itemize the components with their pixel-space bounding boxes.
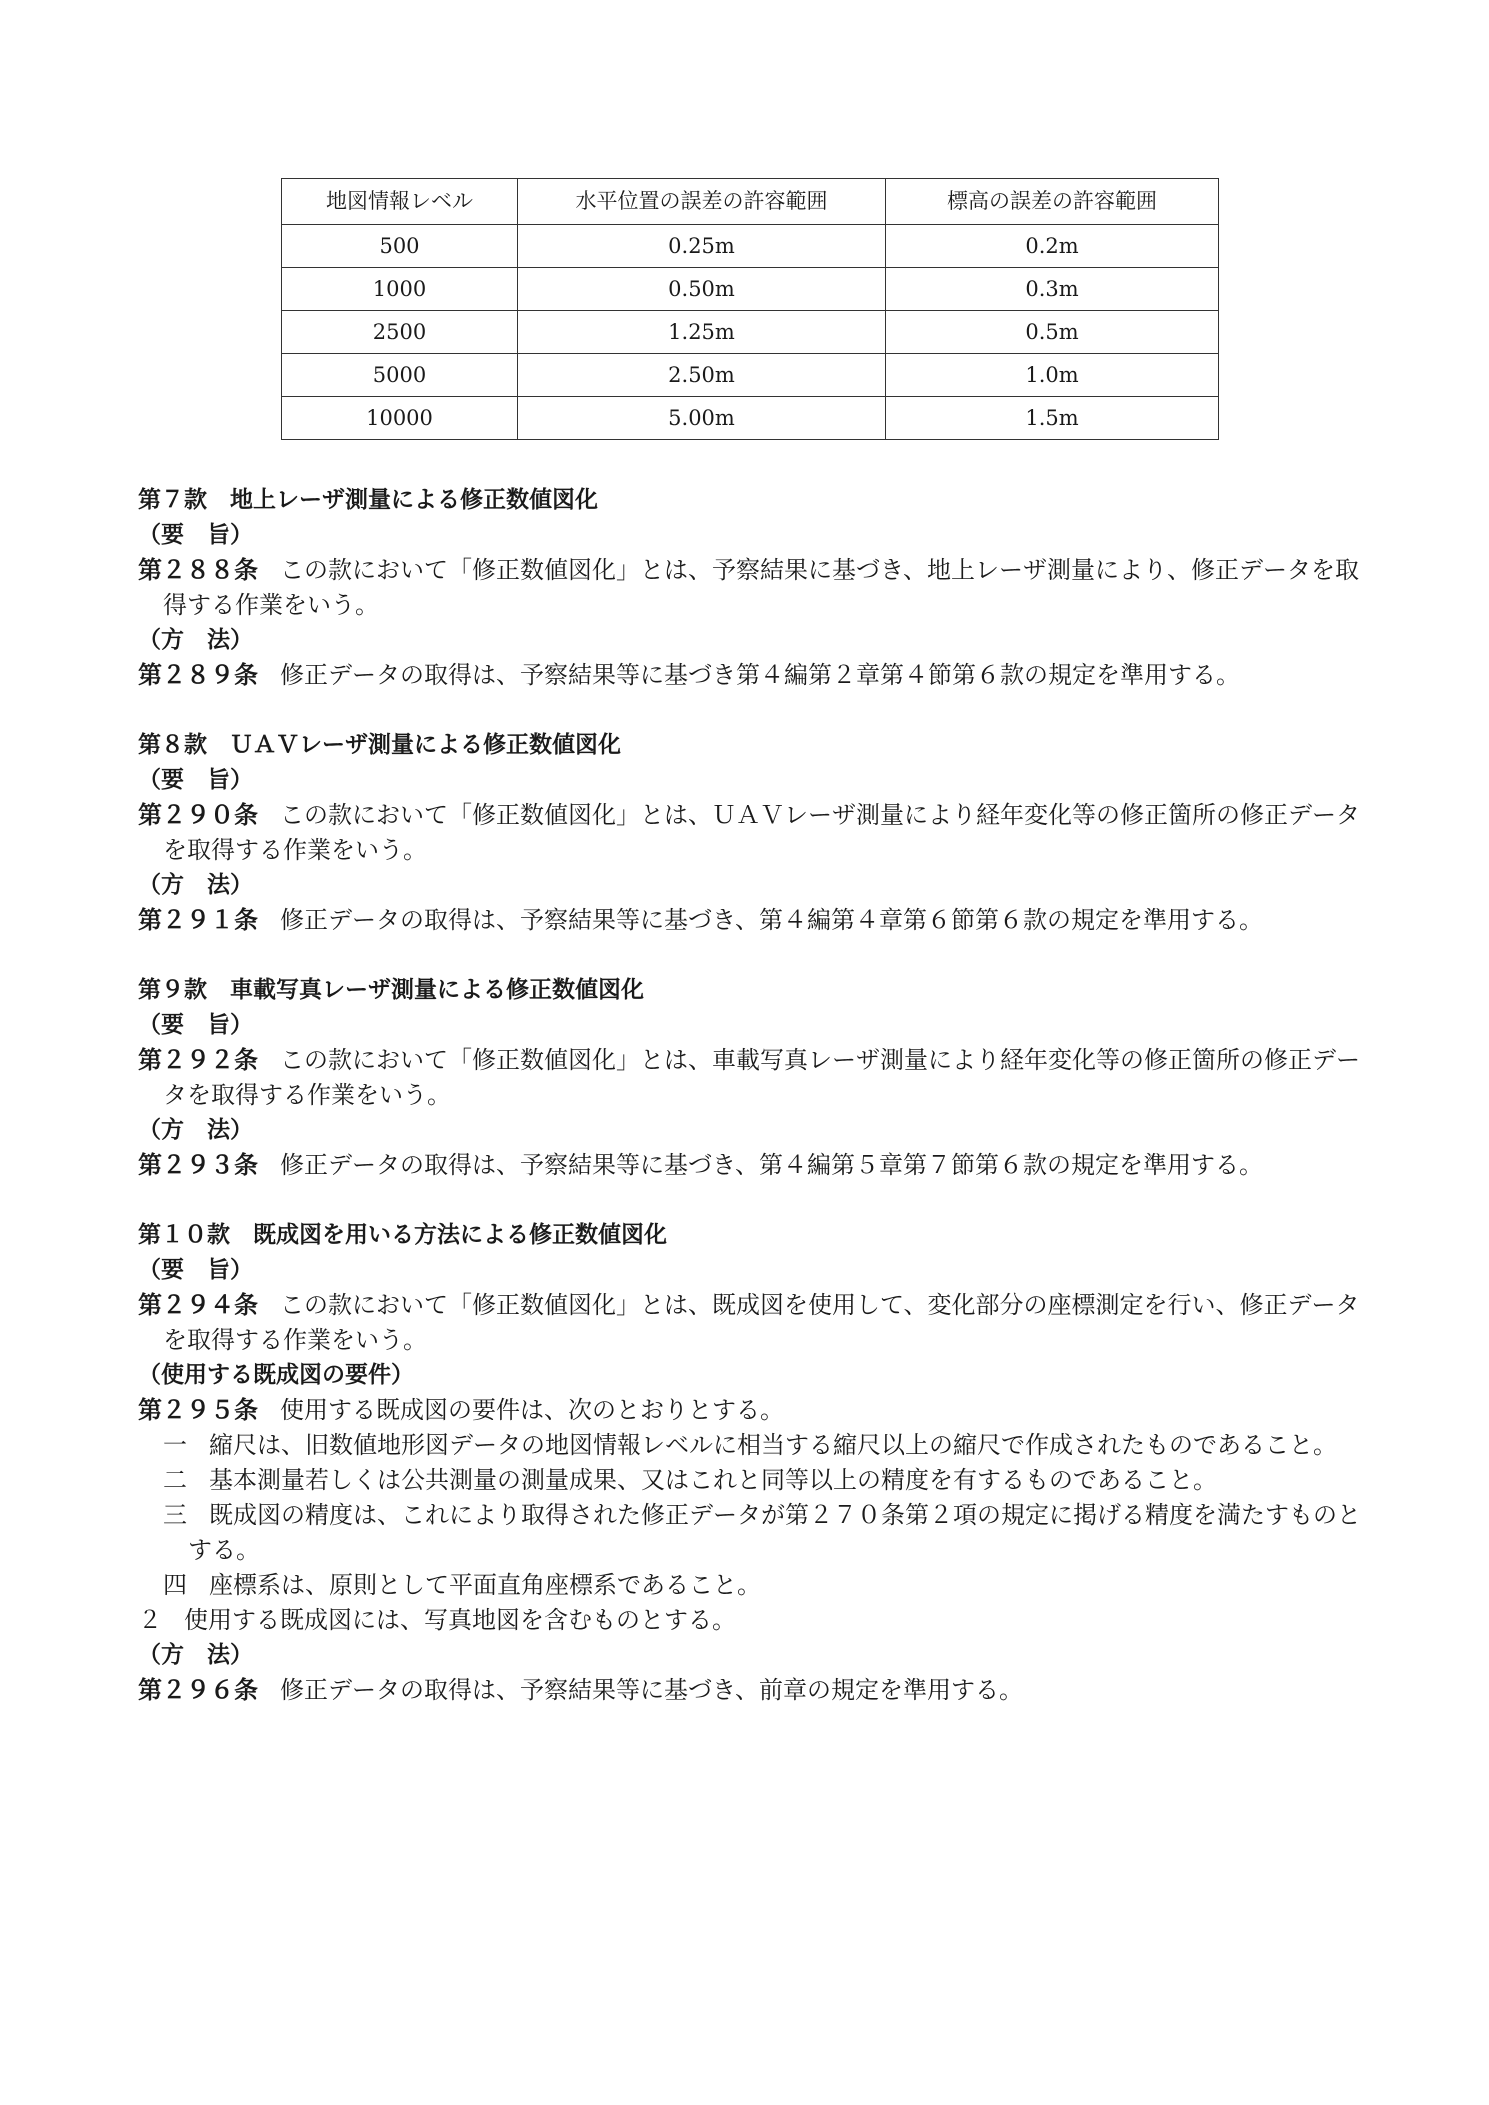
paragraph-number: ２ (138, 1606, 162, 1634)
subheading: （要 旨） (138, 522, 253, 548)
subheading: （要 旨） (138, 1012, 253, 1038)
article-number: 第２８８条 (138, 556, 258, 584)
item-number: 二 (163, 1466, 187, 1494)
cell-map-level: 5000 (282, 354, 518, 397)
paragraph-text: 使用する既成図には、写真地図を含むものとする。 (184, 1606, 736, 1634)
cell-elevation: 0.5m (886, 311, 1219, 354)
list-item (138, 1428, 1368, 1463)
cell-elevation: 1.0m (886, 354, 1219, 397)
subheading: （方 法） (138, 872, 253, 898)
section-title: 第７款 地上レーザ測量による修正数値図化 (138, 487, 598, 513)
cell-horizontal: 2.50m (518, 354, 886, 397)
cell-horizontal: 1.25m (518, 311, 886, 354)
cell-map-level: 10000 (282, 397, 518, 440)
article-text: 使用する既成図の要件は、次のとおりとする。 (280, 1396, 784, 1424)
article-number: 第２９３条 (138, 1151, 258, 1179)
cell-horizontal: 5.00m (518, 397, 886, 440)
article-text: この款において「修正数値図化」とは、ＵＡＶレーザ測量により経年変化等の修正箇所の修正データを取得する作業をいう。 (163, 801, 1360, 864)
cell-elevation: 1.5m (886, 397, 1219, 440)
table-row (282, 268, 1219, 311)
header-elevation-tolerance: 標高の誤差の許容範囲 (886, 179, 1219, 225)
section-title: 第８款 ＵＡＶレーザ測量による修正数値図化 (138, 732, 621, 758)
cell-elevation: 0.3m (886, 268, 1219, 311)
list-item (138, 1463, 1368, 1498)
article-text: 修正データの取得は、予察結果等に基づき第４編第２章第４節第６款の規定を準用する。 (280, 661, 1240, 689)
subheading: （方 法） (138, 1642, 253, 1668)
article-text: この款において「修正数値図化」とは、予察結果に基づき、地上レーザ測量により、修正データを取得する作業をいう。 (163, 556, 1360, 619)
section-title: 第１０款 既成図を用いる方法による修正数値図化 (138, 1222, 667, 1248)
item-number: 三 (163, 1501, 187, 1529)
article (138, 1288, 1368, 1358)
article-text: 修正データの取得は、予察結果等に基づき、第４編第４章第６節第６款の規定を準用する。 (280, 906, 1264, 934)
table-header-row (282, 179, 1219, 225)
item-text: 基本測量若しくは公共測量の測量成果、又はこれと同等以上の精度を有するものであること。 (209, 1466, 1217, 1494)
cell-map-level: 1000 (282, 268, 518, 311)
cell-elevation: 0.2m (886, 225, 1219, 268)
article (138, 1393, 1368, 1428)
document-body (138, 483, 1368, 1708)
article-number: 第２９２条 (138, 1046, 258, 1074)
section-title: 第９款 車載写真レーザ測量による修正数値図化 (138, 977, 644, 1003)
article (138, 1673, 1368, 1708)
item-text: 既成図の精度は、これにより取得された修正データが第２７０条第２項の規定に掲げる精度を満たすものとする。 (188, 1501, 1361, 1564)
article (138, 1043, 1368, 1113)
article-text: この款において「修正数値図化」とは、既成図を使用して、変化部分の座標測定を行い、修正データを取得する作業をいう。 (163, 1291, 1360, 1354)
table-row (282, 311, 1219, 354)
article-number: 第２９５条 (138, 1396, 258, 1424)
cell-map-level: 500 (282, 225, 518, 268)
item-text: 縮尺は、旧数値地形図データの地図情報レベルに相当する縮尺以上の縮尺で作成されたものであること。 (209, 1431, 1337, 1459)
article (138, 903, 1368, 938)
article (138, 553, 1368, 623)
table-row (282, 354, 1219, 397)
article (138, 798, 1368, 868)
article-number: 第２９０条 (138, 801, 258, 829)
article-number: 第２９１条 (138, 906, 258, 934)
article-text: この款において「修正数値図化」とは、車載写真レーザ測量により経年変化等の修正箇所の修正データを取得する作業をいう。 (163, 1046, 1360, 1109)
article-number: 第２９４条 (138, 1291, 258, 1319)
paragraph (138, 1603, 1368, 1638)
cell-horizontal: 0.25m (518, 225, 886, 268)
header-map-level: 地図情報レベル (282, 179, 518, 225)
subheading: （要 旨） (138, 1257, 253, 1283)
item-number: 四 (163, 1571, 187, 1599)
article-number: 第２９６条 (138, 1676, 258, 1704)
subheading: （方 法） (138, 627, 253, 653)
subheading: （使用する既成図の要件） (138, 1362, 414, 1388)
cell-map-level: 2500 (282, 311, 518, 354)
item-text: 座標系は、原則として平面直角座標系であること。 (209, 1571, 761, 1599)
article-number: 第２８９条 (138, 661, 258, 689)
subheading: （要 旨） (138, 767, 253, 793)
header-horizontal-tolerance: 水平位置の誤差の許容範囲 (518, 179, 886, 225)
list-item (138, 1568, 1368, 1603)
table-row (282, 397, 1219, 440)
cell-horizontal: 0.50m (518, 268, 886, 311)
accuracy-table (281, 178, 1219, 440)
article-text: 修正データの取得は、予察結果等に基づき、前章の規定を準用する。 (280, 1676, 1024, 1704)
list-item (138, 1498, 1368, 1568)
article-text: 修正データの取得は、予察結果等に基づき、第４編第５章第７節第６款の規定を準用する。 (280, 1151, 1264, 1179)
table-row (282, 225, 1219, 268)
item-number: 一 (163, 1431, 187, 1459)
subheading: （方 法） (138, 1117, 253, 1143)
article (138, 1148, 1368, 1183)
article (138, 658, 1368, 693)
